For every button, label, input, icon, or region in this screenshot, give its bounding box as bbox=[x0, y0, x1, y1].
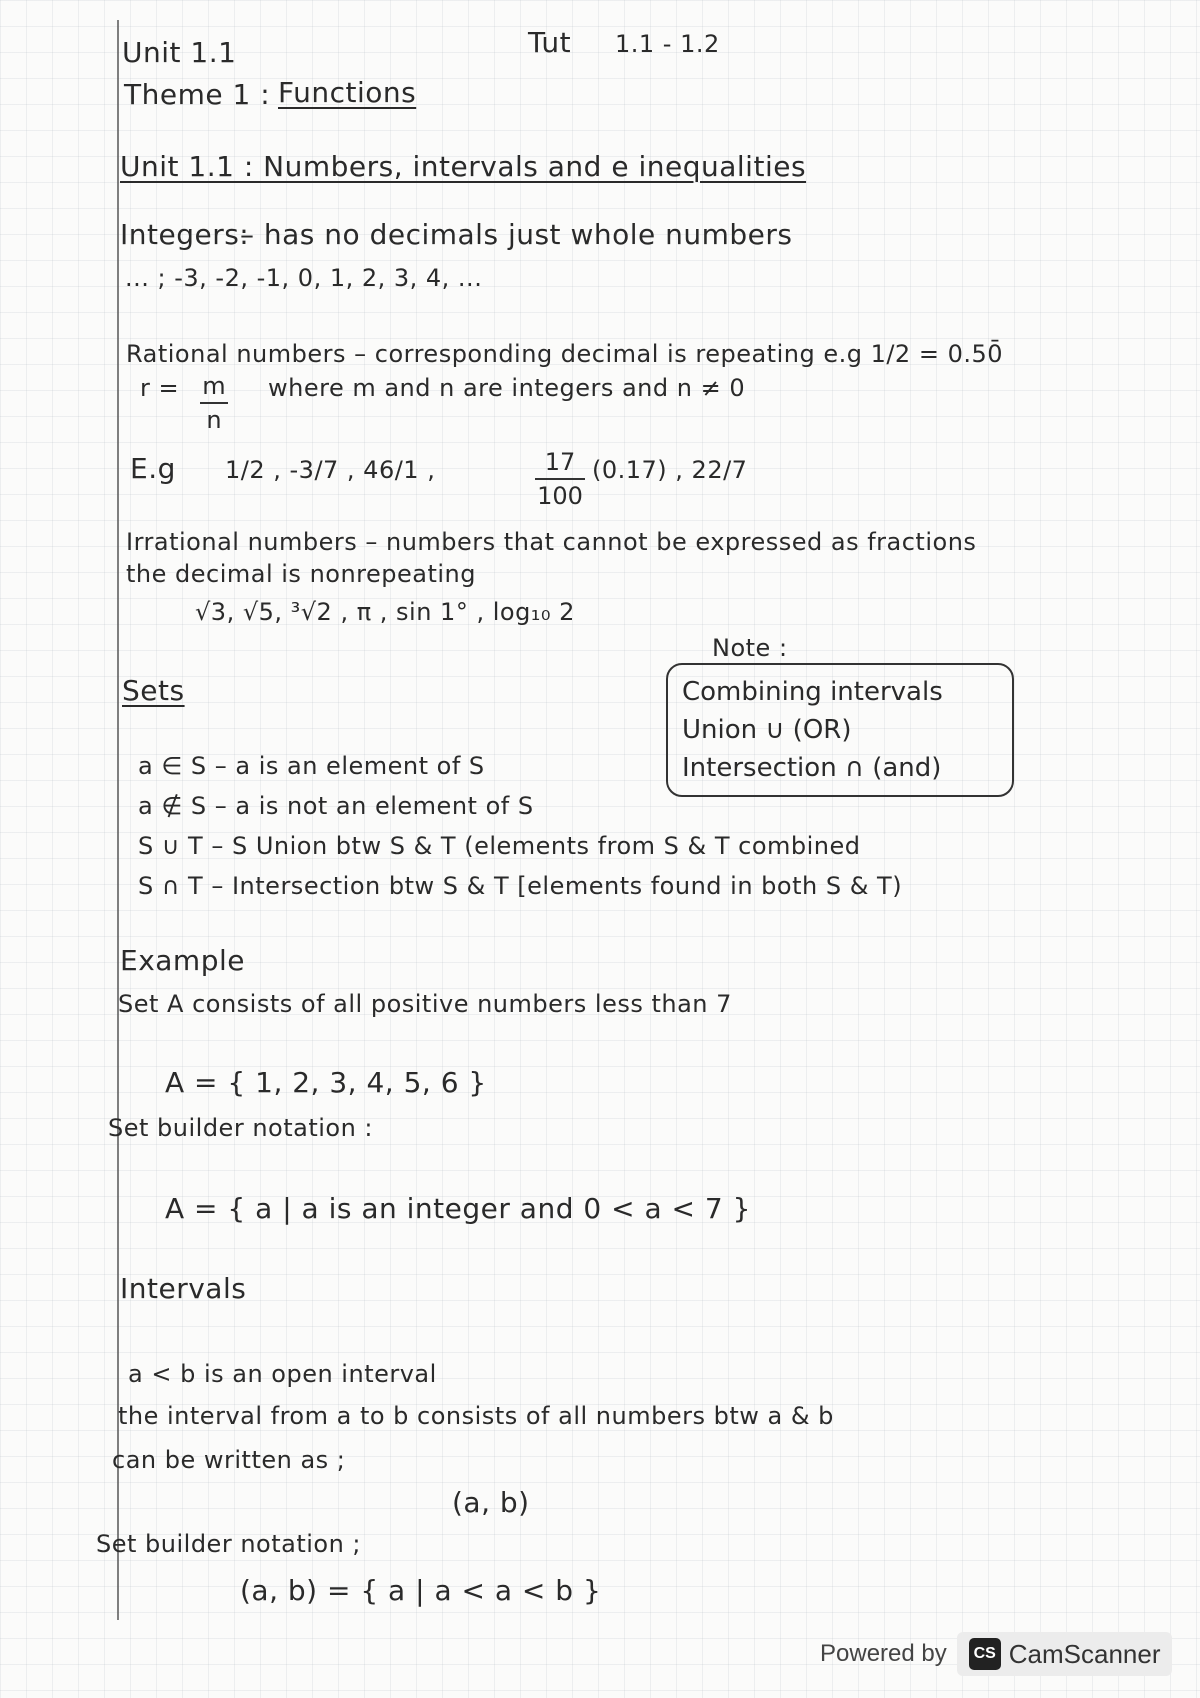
integers-label: Integers: bbox=[120, 218, 250, 251]
note-line-2: Union ∪ (OR) bbox=[682, 715, 852, 745]
eg-fraction-numerator: 17 bbox=[544, 448, 576, 476]
rational-condition: where m and n are integers and n ≠ 0 bbox=[268, 374, 746, 402]
intervals-notation: (a, b) bbox=[452, 1486, 530, 1519]
sets-row-2: a ∉ S – a is not an element of S bbox=[138, 792, 534, 820]
note-title: Note : bbox=[712, 634, 788, 662]
sets-row-1: a ∈ S – a is an element of S bbox=[138, 752, 485, 780]
eg-fraction-denominator: 100 bbox=[537, 482, 583, 510]
eg-list-1: 1/2 , -3/7 , 46/1 , bbox=[225, 456, 436, 484]
example-builder: A = { a | a is an integer and 0 < a < 7 } bbox=[165, 1192, 751, 1225]
sets-row-3: S ∪ T – S Union btw S & T (elements from S & T combined bbox=[138, 832, 861, 860]
intervals-line-2: the interval from a to b consists of all numbers btw a & b bbox=[118, 1402, 834, 1430]
eg-label: E.g bbox=[130, 452, 176, 485]
camscanner-brand: CamScanner bbox=[1008, 1638, 1161, 1669]
example-set-list: A = { 1, 2, 3, 4, 5, 6 } bbox=[165, 1066, 487, 1099]
eg-fraction bbox=[535, 448, 585, 510]
unit-heading: Unit 1.1 : Numbers, intervals and e inequalities bbox=[120, 150, 807, 183]
example-heading: Example bbox=[120, 944, 245, 977]
intervals-builder-label: Set builder notation ; bbox=[96, 1530, 362, 1558]
intervals-builder: (a, b) = { a | a < a < b } bbox=[240, 1574, 602, 1607]
rational-line: Rational numbers – corresponding decimal is repeating e.g 1/2 = 0.50̄ bbox=[126, 340, 1003, 368]
fraction-numerator: m bbox=[202, 372, 226, 400]
intervals-line-1: a < b is an open interval bbox=[128, 1360, 437, 1388]
note-line-3: Intersection ∩ (and) bbox=[682, 753, 942, 783]
eg-list-2: (0.17) , 22/7 bbox=[592, 456, 748, 484]
example-builder-label: Set builder notation : bbox=[108, 1114, 374, 1142]
camscanner-logo-icon: CS bbox=[969, 1638, 1001, 1670]
irrational-line-2: the decimal is nonrepeating bbox=[126, 560, 477, 588]
example-line-1: Set A consists of all positive numbers less than 7 bbox=[118, 990, 732, 1018]
theme-title: Functions bbox=[278, 76, 417, 109]
camscanner-badge bbox=[957, 1632, 1173, 1676]
note-line-1: Combining intervals bbox=[682, 677, 943, 707]
irrational-line-1: Irrational numbers – numbers that cannot be expressed as fractions bbox=[126, 528, 977, 556]
irrational-examples: √3, √5, ³√2 , π , sin 1° , log₁₀ 2 bbox=[195, 598, 575, 626]
integers-list: ... ; -3, -2, -1, 0, 1, 2, 3, 4, ... bbox=[125, 264, 483, 292]
tut-label: Tut bbox=[528, 26, 572, 59]
eg-fraction-bar bbox=[535, 478, 585, 480]
tut-range: 1.1 - 1.2 bbox=[615, 30, 720, 58]
unit-label: Unit 1.1 bbox=[122, 36, 237, 69]
powered-by-text: Powered by bbox=[820, 1640, 947, 1667]
fraction-bar bbox=[200, 402, 228, 404]
integers-desc: – has no decimals just whole numbers bbox=[240, 218, 793, 251]
sets-row-4: S ∩ T – Intersection btw S & T [elements found in both S & T) bbox=[138, 872, 903, 900]
fraction-denominator: n bbox=[206, 406, 222, 434]
theme-label: Theme 1 : bbox=[124, 78, 271, 111]
sets-heading: Sets bbox=[122, 674, 185, 707]
intervals-line-3: can be written as ; bbox=[112, 1446, 346, 1474]
note-box bbox=[666, 663, 1014, 797]
rational-r: r = bbox=[140, 374, 180, 402]
intervals-heading: Intervals bbox=[120, 1272, 247, 1305]
camscanner-watermark bbox=[820, 1630, 1172, 1678]
rational-fraction bbox=[200, 372, 228, 434]
margin-line bbox=[117, 20, 119, 1620]
